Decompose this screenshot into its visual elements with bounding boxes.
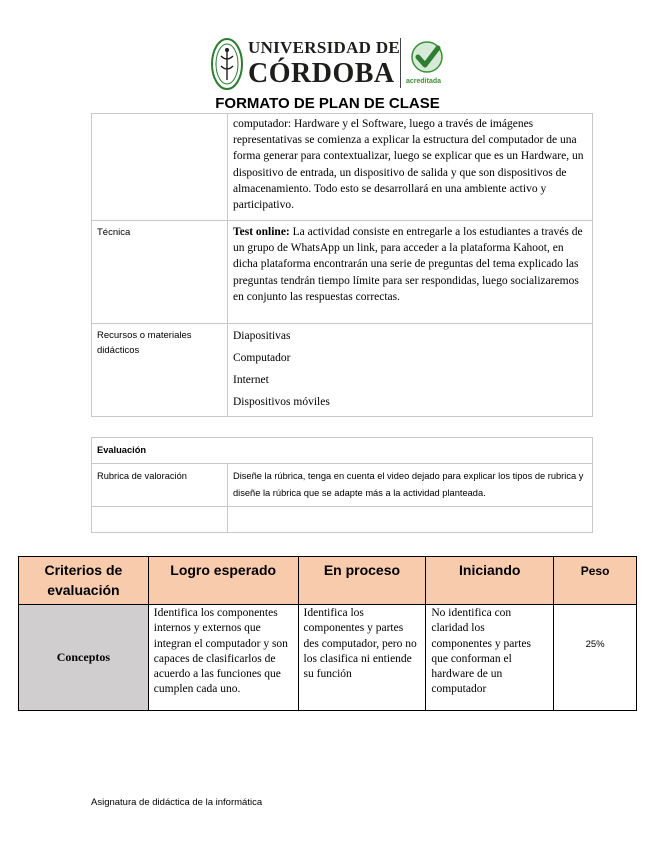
column-header: Logro esperado [148,557,298,605]
table-row [92,221,593,324]
empty-cell [228,507,593,533]
weight-cell: 25% [554,605,637,711]
criteria-table [18,556,637,711]
column-header: Iniciando [426,557,554,605]
page-footer: Asignatura de didáctica de la informática [91,797,263,808]
list-item: Internet [233,374,269,386]
row-text [228,221,593,324]
resources-list [228,324,593,417]
row-text: computador: Hardware y el Software, luego a través de imágenes representativas se comienza a explicar la estructura del computador de una forma generar para contextualizar, luego se explicar que es un Hardware, un dispositivo de entrada, un dispositivo de salida y que son dispositivos de almacenamiento. Todo esto se desarrollará en una ambiente activo y participativo. [228,114,593,221]
expected-cell: Identifica los componentes internos y externos que integran el computador y son capaces de clasificarlos de acuerdo a las funciones que cumplen cada uno. [148,605,298,711]
table-row [92,114,593,221]
rubric-text: Diseñe la rúbrica, tenga en cuenta el video dejado para explicar los tipos de rubrica y diseñe la rúbrica que se adapte más a la actividad planteada. [228,464,593,507]
university-seal-icon [210,36,244,92]
university-logo [210,36,448,92]
starting-cell: No identifica con claridad los componentes y partes que conforman el hardware de un computador [426,605,554,711]
criterion-cell: Conceptos [19,605,149,711]
row-label: Técnica [92,221,228,324]
university-name-line2: CÓRDOBA [248,58,395,89]
row-label [92,114,228,221]
row-label: Recursos o materiales didácticos [92,324,228,417]
rubric-label: Rubrica de valoración [92,464,228,507]
technique-description: La actividad consiste en entregarle a los estudiantes a través de un grupo de WhatsApp un link, para acceder a la plataforma Kahoot, en dicha plataforma encontrarán una serie de preguntas del tema explicado las preguntas tendrán tiempo límite para ser respondidas, luego socializaremos en conjunto las respuestas correctas. [233,226,583,303]
logo-divider [400,38,401,88]
table-row [92,507,593,533]
column-header: Peso [554,557,637,605]
accreditation-label: acreditada [406,78,442,85]
table-header-row [19,557,637,605]
in-progress-cell: Identifica los componentes y partes des computador, pero no los clasifica ni entiende su función [298,605,426,711]
column-header: En proceso [298,557,426,605]
evaluation-heading: Evaluación [92,438,593,464]
list-item: Dispositivos móviles [233,396,330,408]
table-row [19,605,637,711]
university-name-line1: UNIVERSIDAD DE [248,38,401,57]
document-title: FORMATO DE PLAN DE CLASE [215,95,440,112]
empty-cell [92,507,228,533]
evaluation-table [91,437,593,533]
table-row [92,464,593,507]
column-header: Criterios de evaluación [19,557,149,605]
table-row [92,324,593,417]
plan-table [91,113,593,417]
table-row [92,438,593,464]
technique-name: Test online: [233,226,290,238]
list-item: Computador [233,352,291,364]
list-item: Diapositivas [233,330,291,342]
